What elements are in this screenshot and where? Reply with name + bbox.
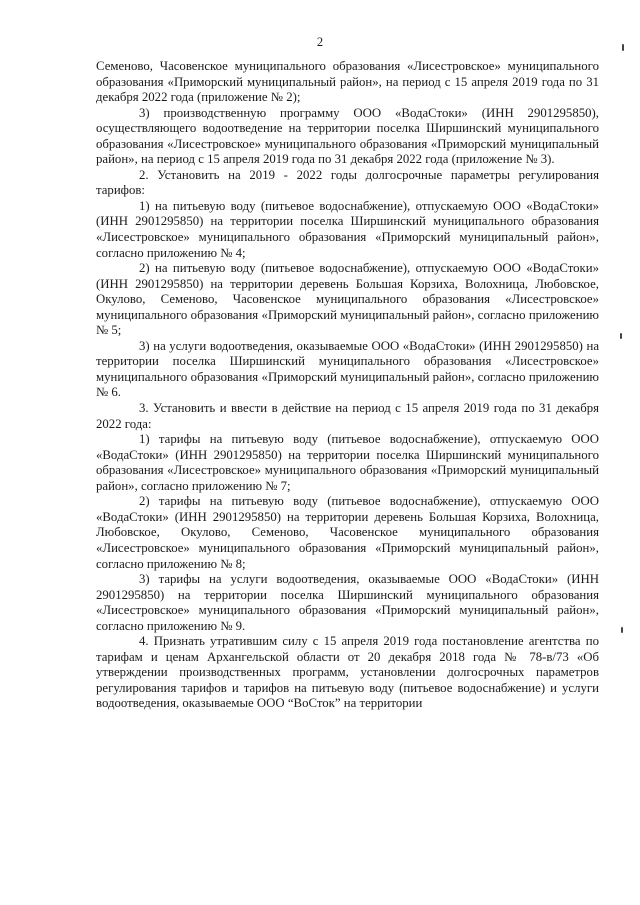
- paragraph-item-2-3: 3) на услуги водоотведения, оказываемые ООО «ВодаСтоки» (ИНН 2901295850) на территории поселка Ширшинский муниципального образования «Лисестровское» муниципального образования «Приморский муниципальный район», согласно приложению № 6.: [96, 338, 599, 400]
- paragraph-continuation: Семеново, Часовенское муниципального образования «Лисестровское» муниципального образования «Приморский муниципальный район», на период с 15 апреля 2019 года по 31 декабря 2022 года (приложение № 2);: [96, 59, 599, 105]
- paragraph-clause-3: 3. Установить и ввести в действие на период с 15 апреля 2019 года по 31 декабря 2022 года:: [96, 401, 599, 431]
- paragraph-item-2-2: 2) на питьевую воду (питьевое водоснабжение), отпускаемую ООО «ВодаСтоки» (ИНН 2901295850) на территории деревень Большая Корзиха, Волохница, Любовское, Окулово, Семеново, Часовенское муниципального образования «Лисестровское» муниципального образования «Приморский муниципальный район», согласно приложению № 5;: [96, 261, 599, 338]
- paragraph-item-3-1: 1) тарифы на питьевую воду (питьевое водоснабжение), отпускаемую ООО «ВодаСтоки» (ИНН 2901295850) на территории поселка Ширшинский муниципального образования «Лисестровское» муниципального образования «Приморский муниципальный район», согласно приложению № 7;: [96, 432, 599, 493]
- scan-artifact-mark: [622, 44, 624, 51]
- paragraph-item-1-3: 3) производственную программу ООО «ВодаСтоки» (ИНН 2901295850), осуществляющего водоотведение на территории поселка Ширшинский муниципального образования «Лисестровское» муниципального образования «Приморский муниципальный район», на период с 15 апреля 2019 года по 31 декабря 2022 года (приложение № 3).: [96, 105, 599, 167]
- paragraph-clause-2: 2. Установить на 2019 - 2022 годы долгосрочные параметры регулирования тарифов:: [96, 167, 599, 198]
- page-number: 2: [316, 35, 324, 49]
- scan-artifact-mark: [621, 627, 623, 633]
- paragraph-item-3-2: 2) тарифы на питьевую воду (питьевое водоснабжение), отпускаемую ООО «ВодаСтоки» (ИНН 2901295850) на территории деревень Большая Корзиха, Волохница, Любовское, Окулово, Семеново, Часовенское муниципального образования «Лисестровское» муниципального образования «Приморский муниципальный район», согласно приложению № 8;: [96, 494, 599, 571]
- document-body: [96, 59, 599, 712]
- paragraph-item-2-1: 1) на питьевую воду (питьевое водоснабжение), отпускаемую ООО «ВодаСтоки» (ИНН 2901295850) на территории поселка Ширшинский муниципального образования «Лисестровское» муниципального образования «Приморский муниципальный район», согласно приложению № 4;: [96, 198, 599, 260]
- scan-artifact-mark: [620, 333, 622, 339]
- paragraph-clause-4: 4. Признать утратившим силу с 15 апреля 2019 года постановление агентства по тарифам и ценам Архангельской области от 20 декабря 2018 года № 78-в/73 «Об утверждении производственных программ, установлении долгосрочных параметров регулирования тарифов и тарифов на питьевую воду (питьевое водоснабжение) и услуги водоотведения, оказываемые ООО “ВоСток” на территории: [96, 634, 599, 711]
- paragraph-item-3-3: 3) тарифы на услуги водоотведения, оказываемые ООО «ВодаСтоки» (ИНН 2901295850) на территории поселка Ширшинский муниципального образования «Лисестровское» муниципального образования «Приморский муниципальный район», согласно приложению № 9.: [96, 572, 599, 633]
